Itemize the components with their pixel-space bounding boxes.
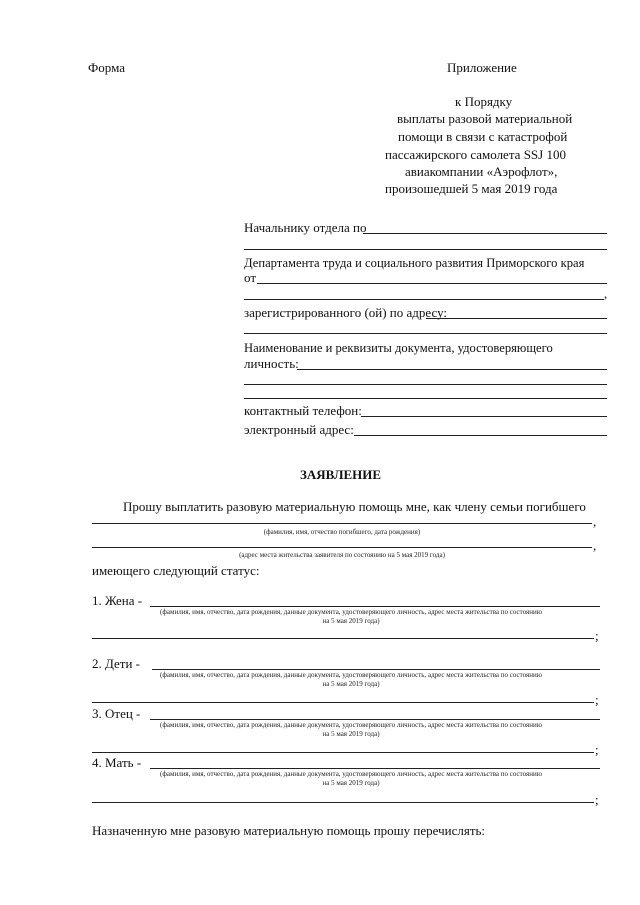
member-children-semicolon: ; [595,692,599,707]
member-wife-field-continued[interactable] [92,638,594,639]
member-mother-hint: (фамилия, имя, отчество, дата рождения, данные документа, удостоверяющего личность, адрес места жительства по состоянию на 5 мая 2019 года) [160,770,542,787]
email-field[interactable] [354,435,607,436]
registered-address-field[interactable] [426,318,607,319]
member-father-label: 3. Отец - [92,706,141,721]
member-mother-semicolon: ; [595,792,599,807]
appendix-line-5: авиакомпании «Аэрофлот», [405,164,558,179]
from-field[interactable] [257,283,607,284]
from-label: от [244,270,257,285]
member-father-field[interactable] [150,719,600,720]
member-mother-field-continued[interactable] [92,802,594,803]
transfer-label: Назначенную мне разовую материальную помощь прошу перечислять: [92,823,486,838]
member-children-field[interactable] [152,669,600,670]
phone-field[interactable] [361,416,607,417]
appendix-line-1: к Порядку [455,94,513,109]
appendix-label: Приложение [447,60,517,75]
from-comma: , [604,286,608,301]
member-children-field-continued[interactable] [92,702,594,703]
document-field[interactable] [297,369,607,370]
deceased-comma: , [593,514,597,529]
member-wife-label: 1. Жена - [92,593,143,608]
member-children-label: 2. Дети - [92,656,141,671]
document-field-line3[interactable] [244,398,607,399]
applicant-address-field[interactable] [92,547,592,548]
address-comma: , [593,538,597,553]
hint-deceased: (фамилия, имя, отчество погибшего, дата рождения) [263,528,421,536]
phone-label: контактный телефон: [244,403,362,418]
member-children-hint: (фамилия, имя, отчество, дата рождения, данные документа, удостоверяющего личность, адрес места жительства по состоянию на 5 мая 2019 года) [160,671,542,688]
member-father-hint: (фамилия, имя, отчество, дата рождения, данные документа, удостоверяющего личность, адрес места жительства по состоянию на 5 мая 2019 года) [160,721,542,738]
appendix-line-4: пассажирского самолета SSJ 100 [385,147,566,162]
chief-field[interactable] [363,233,607,234]
registered-label: зарегистрированного (ой) по адресу: [244,305,448,320]
chief-label: Начальнику отдела по [244,220,367,235]
chief-field-continued[interactable] [244,249,607,250]
statement-title: ЗАЯВЛЕНИЕ [300,467,382,482]
registered-address-field-continued[interactable] [244,333,607,334]
member-wife-semicolon: ; [595,628,599,643]
member-father-semicolon: ; [595,742,599,757]
member-mother-field[interactable] [150,768,600,769]
member-mother-label: 4. Мать - [92,755,142,770]
document-label-line2: личность: [244,356,299,371]
appendix-line-6: произошедшей 5 мая 2019 года [385,181,558,196]
document-label-line1: Наименование и реквизиты документа, удостоверяющего [244,341,553,355]
from-field-continued[interactable] [244,299,604,300]
appendix-line-2: выплаты разовой материальной [397,111,573,126]
member-wife-hint: (фамилия, имя, отчество, дата рождения, данные документа, удостоверяющего личность, адрес места жительства по состоянию на 5 мая 2019 года) [160,608,542,625]
member-wife-field[interactable] [150,606,600,607]
statement-intro: Прошу выплатить разовую материальную помощь мне, как члену семьи погибшего [123,499,586,514]
appendix-line-3: помощи в связи с катастрофой [398,129,568,144]
email-label: электронный адрес: [244,422,354,437]
member-father-field-continued[interactable] [92,752,594,753]
form-label: Форма [88,60,125,75]
department-line: Департамента труда и социального развития Приморского края [244,256,585,270]
status-label: имеющего следующий статус: [92,563,260,578]
document-field-line2[interactable] [244,384,607,385]
hint-address: (адрес места жительства заявителя по состоянию на 5 мая 2019 года) [239,551,445,559]
deceased-field[interactable] [92,523,592,524]
